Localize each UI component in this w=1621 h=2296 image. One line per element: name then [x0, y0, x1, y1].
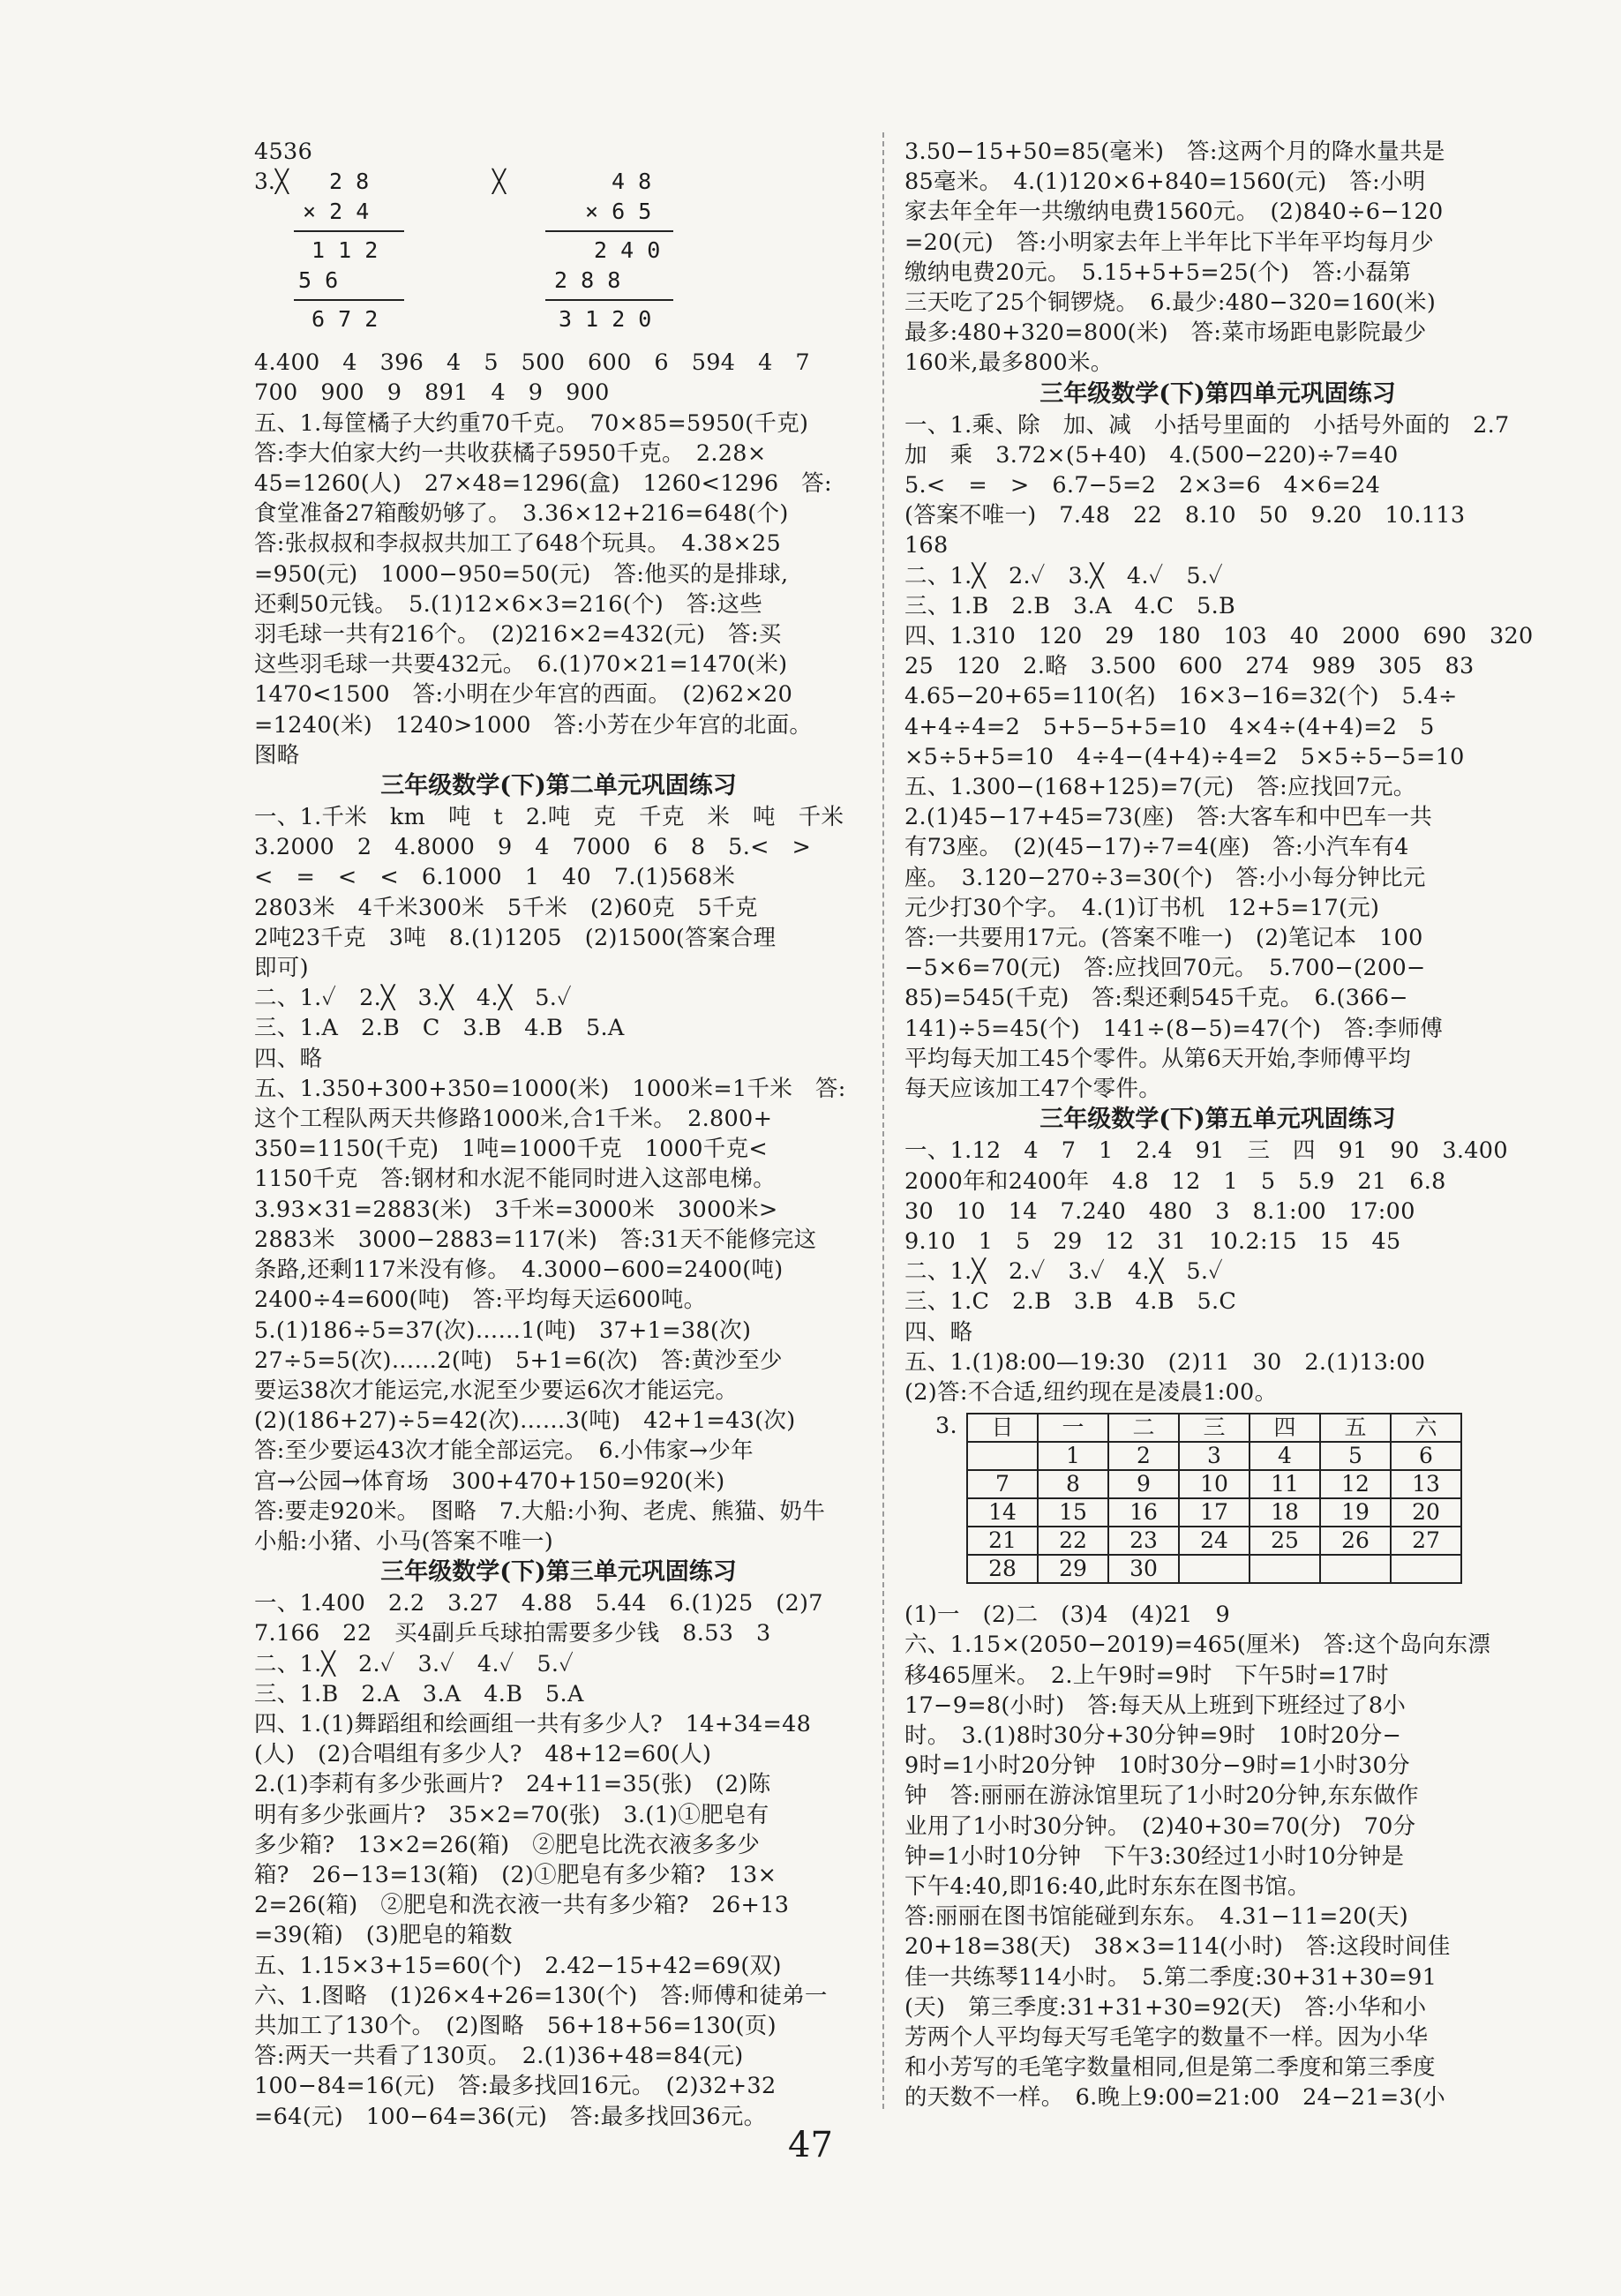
text-line: 三、1.B 2.B 3.A 4.C 5.B [904, 592, 1236, 619]
calendar-cell: 19 [1320, 1498, 1391, 1527]
text-line: =64(元) 100−64=36(元) 答:最多找回36元。 [254, 2103, 767, 2130]
calendar-cell: 12 [1320, 1470, 1391, 1498]
text-line: 2.(1)45−17+45=73(座) 答:大客车和中巴车一共 [904, 804, 1433, 831]
text-line: 二、1.╳ 2.✓ 3.╳ 4.✓ 5.✓ [904, 562, 1223, 589]
text-line: −5×6=70(元) 答:应找回70元。 5.700−(200− [904, 955, 1426, 982]
text-line: 答:要走920米。 图略 7.大船:小狗、老虎、熊猫、奶牛 [254, 1497, 826, 1525]
text-line: 3.93×31=2883(米) 3千米=3000米 3000米> [254, 1196, 778, 1223]
text-line: 27÷5=5(次)……2(吨) 5+1=6(次) 答:黄沙至少 [254, 1347, 783, 1374]
text-line: 芳两个人平均每天写毛笔字的数量不一样。因为小华 [904, 2023, 1429, 2051]
calc-rule [545, 230, 673, 232]
text-line: 答:两天一共看了130页。 2.(1)36+48=84(元) [254, 2043, 744, 2070]
text-line: =950(元) 1000−950=50(元) 答:他买的是排球, [254, 560, 789, 588]
calendar-cell [1320, 1555, 1391, 1583]
text-line: 每天应该加工47个零件。 [904, 1076, 1162, 1103]
section-title: 三年级数学(下)第二单元巩固练习 [380, 772, 737, 800]
text-line: 五、1.300−(168+125)=7(元) 答:应找回7元。 [904, 774, 1416, 801]
text-line: 答:李大伯家大约一共收获橘子5950千克。 2.28× [254, 439, 767, 467]
calc-line: 4 8 [612, 169, 652, 195]
text-line: 宫→公园→体育场 300+470+150=920(米) [254, 1467, 725, 1495]
text-line: 还剩50元钱。 5.(1)12×6×3=216(个) 答:这些 [254, 590, 763, 618]
text-line: 三、1.B 2.A 3.A 4.B 5.A [254, 1680, 584, 1707]
calendar-cell: 16 [1108, 1498, 1179, 1527]
text-line: (天) 第三季度:31+31+30=92(天) 答:小华和小 [904, 1993, 1427, 2021]
text-line: 下午4:40,即16:40,此时东东在图书馆。 [904, 1872, 1310, 1900]
calendar-cell: 3 [1179, 1442, 1250, 1470]
calendar-cell: 20 [1391, 1498, 1461, 1527]
text-line: =39(箱) (3)肥皂的箱数 [254, 1922, 513, 1949]
calendar-header-cell: 三 [1179, 1414, 1250, 1442]
calendar-cell: 28 [967, 1555, 1038, 1583]
calc-line: 1 1 2 [311, 237, 379, 264]
calendar-cell: 10 [1179, 1470, 1250, 1498]
text-line: 这个工程队两天共修路1000米,合1千米。 2.800+ [254, 1106, 773, 1133]
section-title: 三年级数学(下)第三单元巩固练习 [380, 1558, 737, 1587]
text-line: 小船:小猪、小马(答案不唯一) [254, 1527, 553, 1555]
text-line: 2803米 4千米300米 5千米 (2)60克 5千克 [254, 894, 758, 921]
calendar-cell [1250, 1555, 1320, 1583]
text-line: 二、1.╳ 2.✓ 3.✓ 4.✓ 5.✓ [254, 1650, 574, 1677]
text-line: 100−84=16(元) 答:最多找回16元。 (2)32+32 [254, 2073, 777, 2100]
text-line: 的天数不一样。 6.晚上9:00=21:00 24−21=3(小 [904, 2084, 1446, 2112]
text-line: 四、1.310 120 29 180 103 40 2000 690 320 [904, 623, 1534, 650]
calendar-cell: 4 [1250, 1442, 1320, 1470]
text-line: 168 [904, 532, 949, 559]
calendar-cell: 24 [1179, 1527, 1250, 1555]
calendar-header-cell: 一 [1038, 1414, 1108, 1442]
text-line: 三、1.C 2.B 3.B 4.B 5.C [904, 1288, 1237, 1316]
calendar-block [904, 1407, 1531, 1600]
calendar-cell: 30 [1108, 1555, 1179, 1583]
calc-line: × 6 5 [585, 199, 652, 225]
text-line: 答:一共要用17元。(答案不唯一) (2)笔记本 100 [904, 925, 1423, 952]
text-line: 座。 3.120−270÷3=30(个) 答:小小每分钟比元 [904, 864, 1426, 891]
text-line: =1240(米) 1240>1000 答:小芳在少年宫的北面。 [254, 711, 813, 739]
text-line: 4536 [254, 139, 313, 165]
vertical-multiplication [254, 167, 863, 348]
text-line: 四、1.(1)舞蹈组和绘画组一共有多少人? 14+34=48 [254, 1710, 812, 1737]
text-line: 箱? 26−13=13(箱) (2)①肥皂有多少箱? 13× [254, 1861, 777, 1888]
text-line: 图略 [254, 741, 300, 769]
text-line: 一、1.400 2.2 3.27 4.88 5.44 6.(1)25 (2)7 [254, 1590, 823, 1617]
calc-line: 2 8 8 [554, 267, 621, 294]
calc-line: 6 7 2 [311, 306, 379, 333]
text-line: 一、1.12 4 7 1 2.4 91 三 四 91 90 3.400 [904, 1137, 1508, 1165]
text-line: (2)答:不合适,纽约现在是凌晨1:00。 [904, 1378, 1278, 1406]
text-line: 时。 3.(1)8时30分+30分钟=9时 10时20分− [904, 1722, 1402, 1749]
text-line: 9时=1小时20分钟 10时30分−9时=1小时30分 [904, 1752, 1410, 1780]
text-line: 佳一共练琴114小时。 5.第二季度:30+31+30=91 [904, 1963, 1437, 1991]
page-number: 47 [788, 2125, 833, 2165]
calendar-cell [1391, 1555, 1461, 1583]
text-line: 30 10 14 7.240 480 3 8.1:00 17:00 [904, 1197, 1415, 1225]
text-line: 一、1.乘、除 加、减 小括号里面的 小括号外面的 2.7 [904, 411, 1510, 439]
right-column [904, 137, 1534, 2113]
text-line: 7.166 22 买4副乒乓球拍需要多少钱 8.53 3 [254, 1620, 771, 1647]
text-line: 20+18=38(天) 38×3=114(小时) 答:这段时间佳 [904, 1933, 1451, 1961]
text-line: 共加工了130个。 (2)图略 56+18+56=130(页) [254, 2012, 777, 2039]
text-line: 三天吃了25个铜锣烧。 6.最少:480−320=160(米) [904, 289, 1437, 317]
calendar-cell: 18 [1250, 1498, 1320, 1527]
calendar-cell: 27 [1391, 1527, 1461, 1555]
text-line: 4+4÷4=2 5+5−5+5=10 4×4÷(4+4)=2 5 [904, 713, 1435, 740]
text-line: (1)一 (2)二 (3)4 (4)21 9 [904, 1602, 1230, 1629]
calendar-cell: 11 [1250, 1470, 1320, 1498]
text-line: 350=1150(千克) 1吨=1000千克 1000千克< [254, 1136, 769, 1163]
text-line: 三、1.A 2.B C 3.B 4.B 5.A [254, 1015, 625, 1042]
calendar-header-cell: 二 [1108, 1414, 1179, 1442]
text-line: 条路,还剩117米没有修。 4.3000−600=2400(吨) [254, 1257, 784, 1284]
calendar-cell: 13 [1391, 1470, 1461, 1498]
text-line: 家去年全年一共缴纳电费1560元。 (2)840÷6−120 [904, 199, 1444, 226]
text-line: 五、1.350+300+350=1000(米) 1000米=1千米 答: [254, 1075, 846, 1102]
question-label: 3. [935, 1413, 957, 1440]
calendar-header-cell: 四 [1250, 1414, 1320, 1442]
text-line: 5.(1)186÷5=37(次)……1(吨) 37+1=38(次) [254, 1317, 752, 1344]
text-line: 平均每天加工45个零件。从第6天开始,李师傅平均 [904, 1045, 1411, 1072]
calendar-cell: 23 [1108, 1527, 1179, 1555]
calc-line: × 2 4 [303, 199, 370, 225]
calendar-cell: 25 [1250, 1527, 1320, 1555]
text-line: 有73座。 (2)(45−17)÷7=4(座) 答:小汽车有4 [904, 834, 1409, 861]
calc-line: 3 1 2 0 [559, 306, 652, 333]
calendar-header-cell: 六 [1391, 1414, 1461, 1442]
text-line: 移465厘米。 2.上午9时=9时 下午5时=17时 [904, 1662, 1389, 1689]
text-line: 钟=1小时10分钟 下午3:30经过1小时10分钟是 [904, 1842, 1405, 1870]
text-line: 9.10 1 5 29 12 31 10.2:15 15 45 [904, 1227, 1401, 1255]
text-line: 160米,最多800米。 [904, 349, 1114, 377]
text-line: 缴纳电费20元。 5.15+5+5=25(个) 答:小磊第 [904, 259, 1412, 286]
text-line: 这些羽毛球一共要432元。 6.(1)70×21=1470(米) [254, 651, 788, 679]
text-line: 2883米 3000−2883=117(米) 答:31天不能修完这 [254, 1226, 817, 1253]
mark-wrong: 3.╳ [254, 169, 289, 195]
text-line: 2000年和2400年 4.8 12 1 5 5.9 21 6.8 [904, 1167, 1446, 1195]
calendar-cell: 21 [967, 1527, 1038, 1555]
calc-line: 2 4 0 [594, 237, 661, 264]
text-line: 3.2000 2 4.8000 9 4 7000 6 8 5.< > [254, 834, 812, 861]
calendar-cell [1179, 1555, 1250, 1583]
text-line: 1150千克 答:钢材和水泥不能同时进入这部电梯。 [254, 1166, 776, 1193]
text-line: 多少箱? 13×2=26(箱) ②肥皂比洗衣液多多少 [254, 1831, 761, 1858]
text-line: 2400÷4=600(吨) 答:平均每天运600吨。 [254, 1287, 707, 1314]
text-line: 要运38次才能运完,水泥至少要运6次才能运完。 [254, 1377, 739, 1404]
text-line: 六、1.图略 (1)26×4+26=130(个) 答:师傅和徒弟一 [254, 1982, 828, 2009]
mark-wrong: ╳ [492, 169, 507, 195]
text-line: =20(元) 答:小明家去年上半年比下半年平均每月少 [904, 229, 1435, 256]
text-line: (2)(186+27)÷5=42(次)……3(吨) 42+1=43(次) [254, 1407, 796, 1435]
text-line: (人) (2)合唱组有多少人? 48+12=60(人) [254, 1741, 712, 1768]
calendar-cell: 29 [1038, 1555, 1108, 1583]
calc-line: 2 8 [329, 169, 370, 195]
text-line: 2吨23千克 3吨 8.(1)1205 (2)1500(答案合理 [254, 924, 777, 951]
calendar-cell: 7 [967, 1470, 1038, 1498]
calendar-cell: 6 [1391, 1442, 1461, 1470]
text-line: 业用了1小时30分钟。 (2)40+30=70(分) 70分 [904, 1812, 1416, 1840]
calendar-cell: 9 [1108, 1470, 1179, 1498]
calc-rule [294, 230, 404, 232]
column-divider [882, 132, 884, 2109]
calendar-cell: 22 [1038, 1527, 1108, 1555]
calc-line: 5 6 [298, 267, 339, 294]
text-line: 四、略 [904, 1318, 973, 1346]
text-line: 85)=545(千克) 答:梨还剩545千克。 6.(366− [904, 985, 1408, 1012]
text-line: 85毫米。 4.(1)120×6+840=1560(元) 答:小明 [904, 169, 1426, 196]
section-title: 三年级数学(下)第四单元巩固练习 [1039, 379, 1396, 408]
text-line: 2=26(箱) ②肥皂和洗衣液一共有多少箱? 26+13 [254, 1892, 790, 1919]
calendar-table [966, 1413, 1462, 1584]
left-column [254, 137, 863, 2132]
text-line: 二、1.✓ 2.╳ 3.╳ 4.╳ 5.✓ [254, 985, 572, 1012]
calendar-header-cell: 日 [967, 1414, 1038, 1442]
calc-rule [294, 299, 404, 301]
text-line: 元少打30个字。 4.(1)订书机 12+5=17(元) [904, 894, 1380, 921]
text-line: 和小芳写的毛笔字数量相同,但是第二季度和第三季度 [904, 2054, 1436, 2082]
calendar-cell: 15 [1038, 1498, 1108, 1527]
text-line: (答案不唯一) 7.48 22 8.10 50 9.20 10.113 [904, 502, 1466, 529]
text-line: < = < < 6.1000 1 40 7.(1)568米 [254, 864, 736, 891]
text-line: 1470<1500 答:小明在少年宫的西面。 (2)62×20 [254, 681, 793, 709]
text-line: 2.(1)李莉有多少张画片? 24+11=35(张) (2)陈 [254, 1771, 771, 1798]
text-line: 五、1.每筐橘子大约重70千克。 70×85=5950(千克) [254, 409, 809, 437]
text-line: 4.65−20+65=110(名) 16×3−16=32(个) 5.4÷ [904, 683, 1458, 710]
text-line: 明有多少张画片? 35×2=70(张) 3.(1)①肥皂有 [254, 1801, 769, 1828]
text-line: 3.50−15+50=85(毫米) 答:这两个月的降水量共是 [904, 139, 1445, 165]
text-line: 加 乘 3.72×(5+40) 4.(500−220)÷7=40 [904, 441, 1399, 469]
text-line: 羽毛球一共有216个。 (2)216×2=432(元) 答:买 [254, 621, 782, 649]
text-line: 四、略 [254, 1045, 323, 1072]
calendar-header-cell: 五 [1320, 1414, 1391, 1442]
text-line: 最多:480+320=800(米) 答:菜市场距电影院最少 [904, 319, 1427, 347]
text-line: 即可) [254, 955, 309, 982]
text-line: 五、1.(1)8:00—19:30 (2)11 30 2.(1)13:00 [904, 1348, 1426, 1376]
calendar-cell [967, 1442, 1038, 1470]
text-line: 答:丽丽在图书馆能碰到东东。 4.31−11=20(天) [904, 1903, 1409, 1931]
text-line: 食堂准备27箱酸奶够了。 3.36×12+216=648(个) [254, 500, 789, 528]
text-line: 答:至少要运43次才能全部运完。 6.小伟家→少年 [254, 1437, 754, 1465]
calc-rule [545, 299, 673, 301]
text-line: 钟 答:丽丽在游泳馆里玩了1小时20分钟,东东做作 [904, 1782, 1419, 1810]
text-line: 五、1.15×3+15=60(个) 2.42−15+42=69(双) [254, 1952, 782, 1979]
calendar-cell: 14 [967, 1498, 1038, 1527]
text-line: 六、1.15×(2050−2019)=465(厘米) 答:这个岛向东漂 [904, 1632, 1491, 1659]
text-line: 二、1.╳ 2.✓ 3.✓ 4.╳ 5.✓ [904, 1258, 1223, 1286]
section-title: 三年级数学(下)第五单元巩固练习 [1039, 1106, 1396, 1134]
text-line: 一、1.千米 km 吨 t 2.吨 克 千克 米 吨 千米 [254, 804, 844, 831]
calendar-cell: 5 [1320, 1442, 1391, 1470]
calendar-cell: 17 [1179, 1498, 1250, 1527]
text-line: 4.400 4 396 4 5 500 600 6 594 4 7 [254, 349, 810, 377]
text-line: 17−9=8(小时) 答:每天从上班到下班经过了8小 [904, 1692, 1407, 1719]
calendar-cell: 2 [1108, 1442, 1179, 1470]
text-line: 答:张叔叔和李叔叔共加工了648个玩具。 4.38×25 [254, 530, 782, 558]
text-line: 141)÷5=45(个) 141÷(8−5)=47(个) 答:李师傅 [904, 1015, 1444, 1042]
text-line: 25 120 2.略 3.500 600 274 989 305 83 [904, 653, 1475, 680]
text-line: 700 900 9 891 4 9 900 [254, 379, 610, 407]
calendar-cell: 1 [1038, 1442, 1108, 1470]
text-line: ×5÷5+5=10 4÷4−(4+4)÷4=2 5×5÷5−5=10 [904, 743, 1465, 770]
text-line: 45=1260(人) 27×48=1296(盒) 1260<1296 答: [254, 470, 832, 498]
calendar-cell: 26 [1320, 1527, 1391, 1555]
text-line: 5.< = > 6.7−5=2 2×3=6 4×6=24 [904, 472, 1381, 499]
calendar-cell: 8 [1038, 1470, 1108, 1498]
